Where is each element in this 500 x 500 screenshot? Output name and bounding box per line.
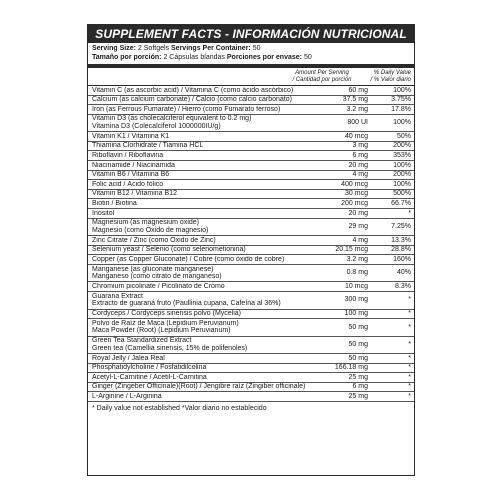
serving-size-label: Serving Size:	[92, 45, 136, 52]
nutrient-amount: 25 mg	[348, 373, 368, 381]
nutrient-name-line1: Selenium yeast / Selenio (como selenometionina)	[92, 246, 246, 254]
nutrient-amount: 3 mg	[352, 142, 368, 150]
panel-title: SUPPLEMENT FACTS - INFORMACIÓN NUTRICIONAL	[88, 25, 414, 43]
table-row	[88, 282, 414, 292]
nutrient-name	[92, 266, 312, 281]
table-row	[88, 246, 414, 256]
nutrient-daily-value: *	[408, 392, 411, 400]
nutrient-name	[92, 374, 312, 382]
nutrient-daily-value: *	[408, 354, 411, 362]
nutrient-name-line1: Vitamin C (as ascorbic acid) / Vitamina C (como ácido ascórbico)	[92, 86, 294, 94]
nutrient-name-line1: Zinc Citrate / Zinc (como Óxido de Zinc)	[92, 236, 216, 244]
nutrient-amount: 20.15 mcg	[335, 246, 368, 254]
nutrient-daily-value: *	[408, 341, 411, 349]
table-row	[88, 190, 414, 200]
table-row	[88, 383, 414, 393]
table-row	[88, 132, 414, 142]
nutrient-name	[92, 246, 312, 254]
nutrient-daily-value: *	[408, 310, 411, 317]
nutrient-amount: 50 mg	[348, 323, 368, 331]
nutrient-name-line1: Copper (as Copper Gluconate) / Cobre (como óxido de cobre)	[92, 255, 285, 263]
nutrient-name-line1: Vitamin D3 (as cholecalciferol equivalent to 0.2 mg)	[92, 115, 252, 123]
nutrient-daily-value: 100%	[393, 119, 411, 127]
nutrient-amount: 20 mg	[348, 161, 368, 169]
table-row	[88, 392, 414, 402]
table-row	[88, 96, 414, 106]
table-row	[88, 115, 414, 133]
dv-column-header	[367, 70, 411, 83]
nutrient-amount: 10 mcg	[345, 282, 368, 290]
nutrient-daily-value: 40%	[396, 269, 411, 277]
table-row	[88, 364, 414, 374]
nutrient-daily-value: 200%	[393, 171, 411, 179]
nutrient-amount: 6 mg	[352, 383, 368, 391]
nutrient-amount: 3.2 mg	[346, 255, 368, 263]
nutrient-name	[92, 383, 312, 391]
nutrient-amount: 37.5 mg	[342, 96, 368, 104]
nutrient-name	[92, 256, 312, 264]
serving-line-en	[92, 45, 410, 54]
nutrient-name-line1: Magnesium (as magnesium oxide)	[92, 219, 199, 227]
nutrient-name	[92, 106, 312, 114]
nutrient-name	[92, 200, 312, 208]
nutrient-name	[92, 190, 312, 198]
nutrient-name	[92, 320, 312, 335]
nutrient-amount: 4 mg	[352, 236, 368, 244]
nutrient-name-line1: Acetyl-L-Carnitine / Acetil-L-Carnitina	[92, 373, 207, 381]
table-row	[88, 151, 414, 161]
nutrient-name-line2: Maca Powder (Root) (Lepidium Peruvianum)	[92, 327, 231, 335]
table-row	[88, 310, 414, 320]
nutrient-amount: 400 mcg	[341, 180, 368, 188]
nutrient-name	[92, 219, 312, 234]
nutrient-amount: 300 mg	[344, 296, 368, 304]
table-row	[88, 180, 414, 190]
nutrient-amount: 100 mg	[344, 310, 368, 317]
nutrient-name	[92, 237, 312, 245]
nutrient-daily-value: *	[408, 209, 411, 217]
nutrient-name	[92, 162, 312, 170]
nutrient-daily-value: 3.75%	[391, 96, 411, 104]
nutrient-name-line1: Manganese (as gluconate manganese)	[92, 265, 214, 273]
nutrient-daily-value: 100%	[393, 161, 411, 169]
nutrient-amount: 30 mcg	[345, 190, 368, 198]
nutrient-name-line1: Calcium (as calcium carbonate) / Calcio (como calcio carbonato)	[92, 96, 292, 104]
nutrient-name	[92, 133, 312, 141]
nutrient-name-line2: Extracto de guaraná fruto (Paullinia cupana, Cafeína al 36%)	[92, 300, 281, 308]
nutrient-name	[92, 310, 312, 318]
table-row	[88, 354, 414, 364]
dv-header-line1: % Daily Value	[373, 70, 411, 76]
nutrient-name-line1: Vitamin B6 / Vitamina B6	[92, 171, 170, 179]
nutrient-amount: 50 mg	[348, 354, 368, 362]
nutrient-daily-value: 8.3%	[395, 282, 411, 290]
nutrient-daily-value: *	[408, 364, 411, 372]
nutrient-name-line1: Inositol	[92, 209, 115, 217]
nutrient-amount: 800 UI	[347, 119, 368, 127]
nutrient-amount: 29 mg	[348, 223, 368, 231]
amount-header-line1: Amount Per Serving	[295, 70, 349, 76]
nutrient-name-line2: Magnesio (como Óxido de magnesio)	[92, 226, 209, 234]
nutrient-amount: 25 mg	[348, 392, 368, 400]
nutrient-table	[88, 86, 414, 402]
nutrient-name-line1: Vitamin K1 / Vitamina K1	[92, 132, 170, 140]
table-row	[88, 265, 414, 283]
nutrient-daily-value: 500%	[393, 190, 411, 198]
nutrient-amount: 6 mg	[352, 151, 368, 159]
nutrient-daily-value: *	[408, 383, 411, 391]
nutrient-name	[92, 142, 312, 150]
nutrient-name	[92, 181, 312, 189]
nutrient-daily-value: 160%	[393, 255, 411, 263]
serving-size-label-es: Tamaño por porción:	[92, 53, 162, 61]
nutrient-name-line1: L-Arginine / L-Arginina	[92, 392, 162, 400]
nutrient-name-line1: Iron (as Ferrous Fumarate) / Hierro (como Fumarato ferroso)	[92, 105, 281, 113]
nutrient-name	[92, 171, 312, 179]
nutrient-name-line1: Biotin / Biotina	[92, 199, 137, 207]
serving-size-value-es: 2 Cápsulas blandas	[163, 53, 225, 61]
servings-container-label-es: Porciones por envase:	[226, 53, 302, 61]
nutrient-amount: 200 mcg	[341, 199, 368, 207]
amount-column-header	[277, 70, 367, 83]
supplement-facts-panel	[87, 24, 415, 476]
table-row	[88, 219, 414, 237]
nutrient-name-line1: Cordyceps / Cordyceps sinensis polvo (Mycelia)	[92, 310, 241, 317]
nutrient-amount: 166.18 mg	[334, 364, 368, 372]
nutrient-name-line1: Phosphatidylcholine / Fosfatidilcolina	[92, 364, 207, 372]
nutrient-amount: 0.8 mg	[346, 269, 368, 277]
nutrient-daily-value: 66.7%	[391, 199, 411, 207]
nutrient-name	[92, 152, 312, 160]
serving-size-value: 2 Softgels	[137, 45, 170, 52]
nutrient-name	[92, 87, 312, 95]
nutrient-name-line1: Chromium picolinate / Picolinato de Cromo	[92, 282, 225, 290]
nutrient-amount: 3.2 mg	[346, 105, 368, 113]
nutrient-daily-value: 100%	[393, 86, 411, 94]
nutrient-daily-value: *	[408, 373, 411, 381]
table-row	[88, 199, 414, 209]
servings-container-value: 50	[252, 45, 261, 52]
column-headers	[88, 68, 414, 86]
nutrient-amount: 50 mg	[348, 341, 368, 349]
nutrient-name	[92, 393, 312, 401]
nutrient-daily-value: 200%	[393, 142, 411, 150]
dv-header-line2: / % Valor diario	[370, 76, 411, 83]
nutrient-name	[92, 337, 312, 352]
nutrient-daily-value: 13.3%	[391, 236, 411, 244]
amount-header-line2: / Cantidad por porción	[292, 76, 352, 83]
nutrient-amount: 40 mcg	[345, 132, 368, 140]
table-row	[88, 319, 414, 337]
nutrient-name	[92, 364, 312, 372]
nutrient-name-line1: Ginger (Zingeber Officinale)(Root) / Jengibre raíz (Zingiber officinale)	[92, 383, 306, 391]
table-row	[88, 105, 414, 115]
nutrient-daily-value: 50%	[396, 132, 411, 140]
table-row	[88, 255, 414, 265]
table-row	[88, 142, 414, 152]
nutrient-daily-value: 353%	[393, 151, 411, 159]
table-row	[88, 161, 414, 171]
nutrient-daily-value: 17.8%	[391, 105, 411, 113]
nutrient-name	[92, 355, 312, 363]
nutrient-name	[92, 96, 312, 104]
nutrient-name-line1: Niacinamide / Niacinamida	[92, 161, 175, 169]
table-row	[88, 236, 414, 246]
servings-container-label: Servings Per Container:	[171, 45, 251, 52]
nutrient-name	[92, 115, 312, 130]
nutrient-name-line1: Polvo de Raíz de Maca (Lepidium Peruvianum)	[92, 319, 239, 327]
serving-info	[88, 43, 414, 62]
table-row	[88, 209, 414, 219]
table-row	[88, 373, 414, 383]
serving-line-es	[92, 54, 410, 63]
nutrient-name-line1: Thiamina Clorhidrate / Tiamina HCL	[92, 142, 204, 150]
nutrient-name-line1: Folic acid / Ácido fólico	[92, 180, 164, 188]
nutrient-name-line1: Vitamin B12 / Vitamina B12	[92, 190, 177, 198]
nutrient-name-line1: Royal Jelly / Jalea Real	[92, 354, 165, 362]
nutrient-name-line2: Green tea (Camellia sinensis, 15% de polifenoles)	[92, 344, 248, 352]
nutrient-amount: 20 mg	[348, 209, 368, 217]
nutrient-name	[92, 283, 312, 291]
table-row	[88, 337, 414, 355]
nutrient-name-line1: Riboflavin / Riboflavina	[92, 151, 164, 159]
nutrient-name-line2: Vitamina D3 (Colecalciferol 1000000IU/g)	[92, 123, 221, 131]
servings-container-value-es: 50	[303, 53, 312, 61]
nutrient-name	[92, 210, 312, 218]
nutrient-daily-value: *	[408, 296, 411, 304]
nutrient-daily-value: *	[408, 323, 411, 331]
nutrient-name-line1: Green Tea Standardized Extract	[92, 337, 192, 345]
nutrient-daily-value: 28.8%	[391, 246, 411, 254]
nutrient-name	[92, 293, 312, 308]
nutrient-daily-value: 7.25%	[391, 223, 411, 231]
nutrient-name-line2: Manganeso (como citrato de manganeso)	[92, 273, 222, 281]
footer-note: * Daily value not established *Valor diario no establecido	[92, 405, 267, 413]
table-row	[88, 171, 414, 181]
nutrient-daily-value: 100%	[393, 180, 411, 188]
nutrient-amount: 4 mg	[352, 171, 368, 179]
table-row	[88, 86, 414, 96]
nutrient-amount: 60 mg	[348, 86, 368, 94]
nutrient-name-line1: Guarana Extract	[92, 292, 143, 300]
table-row	[88, 292, 414, 310]
